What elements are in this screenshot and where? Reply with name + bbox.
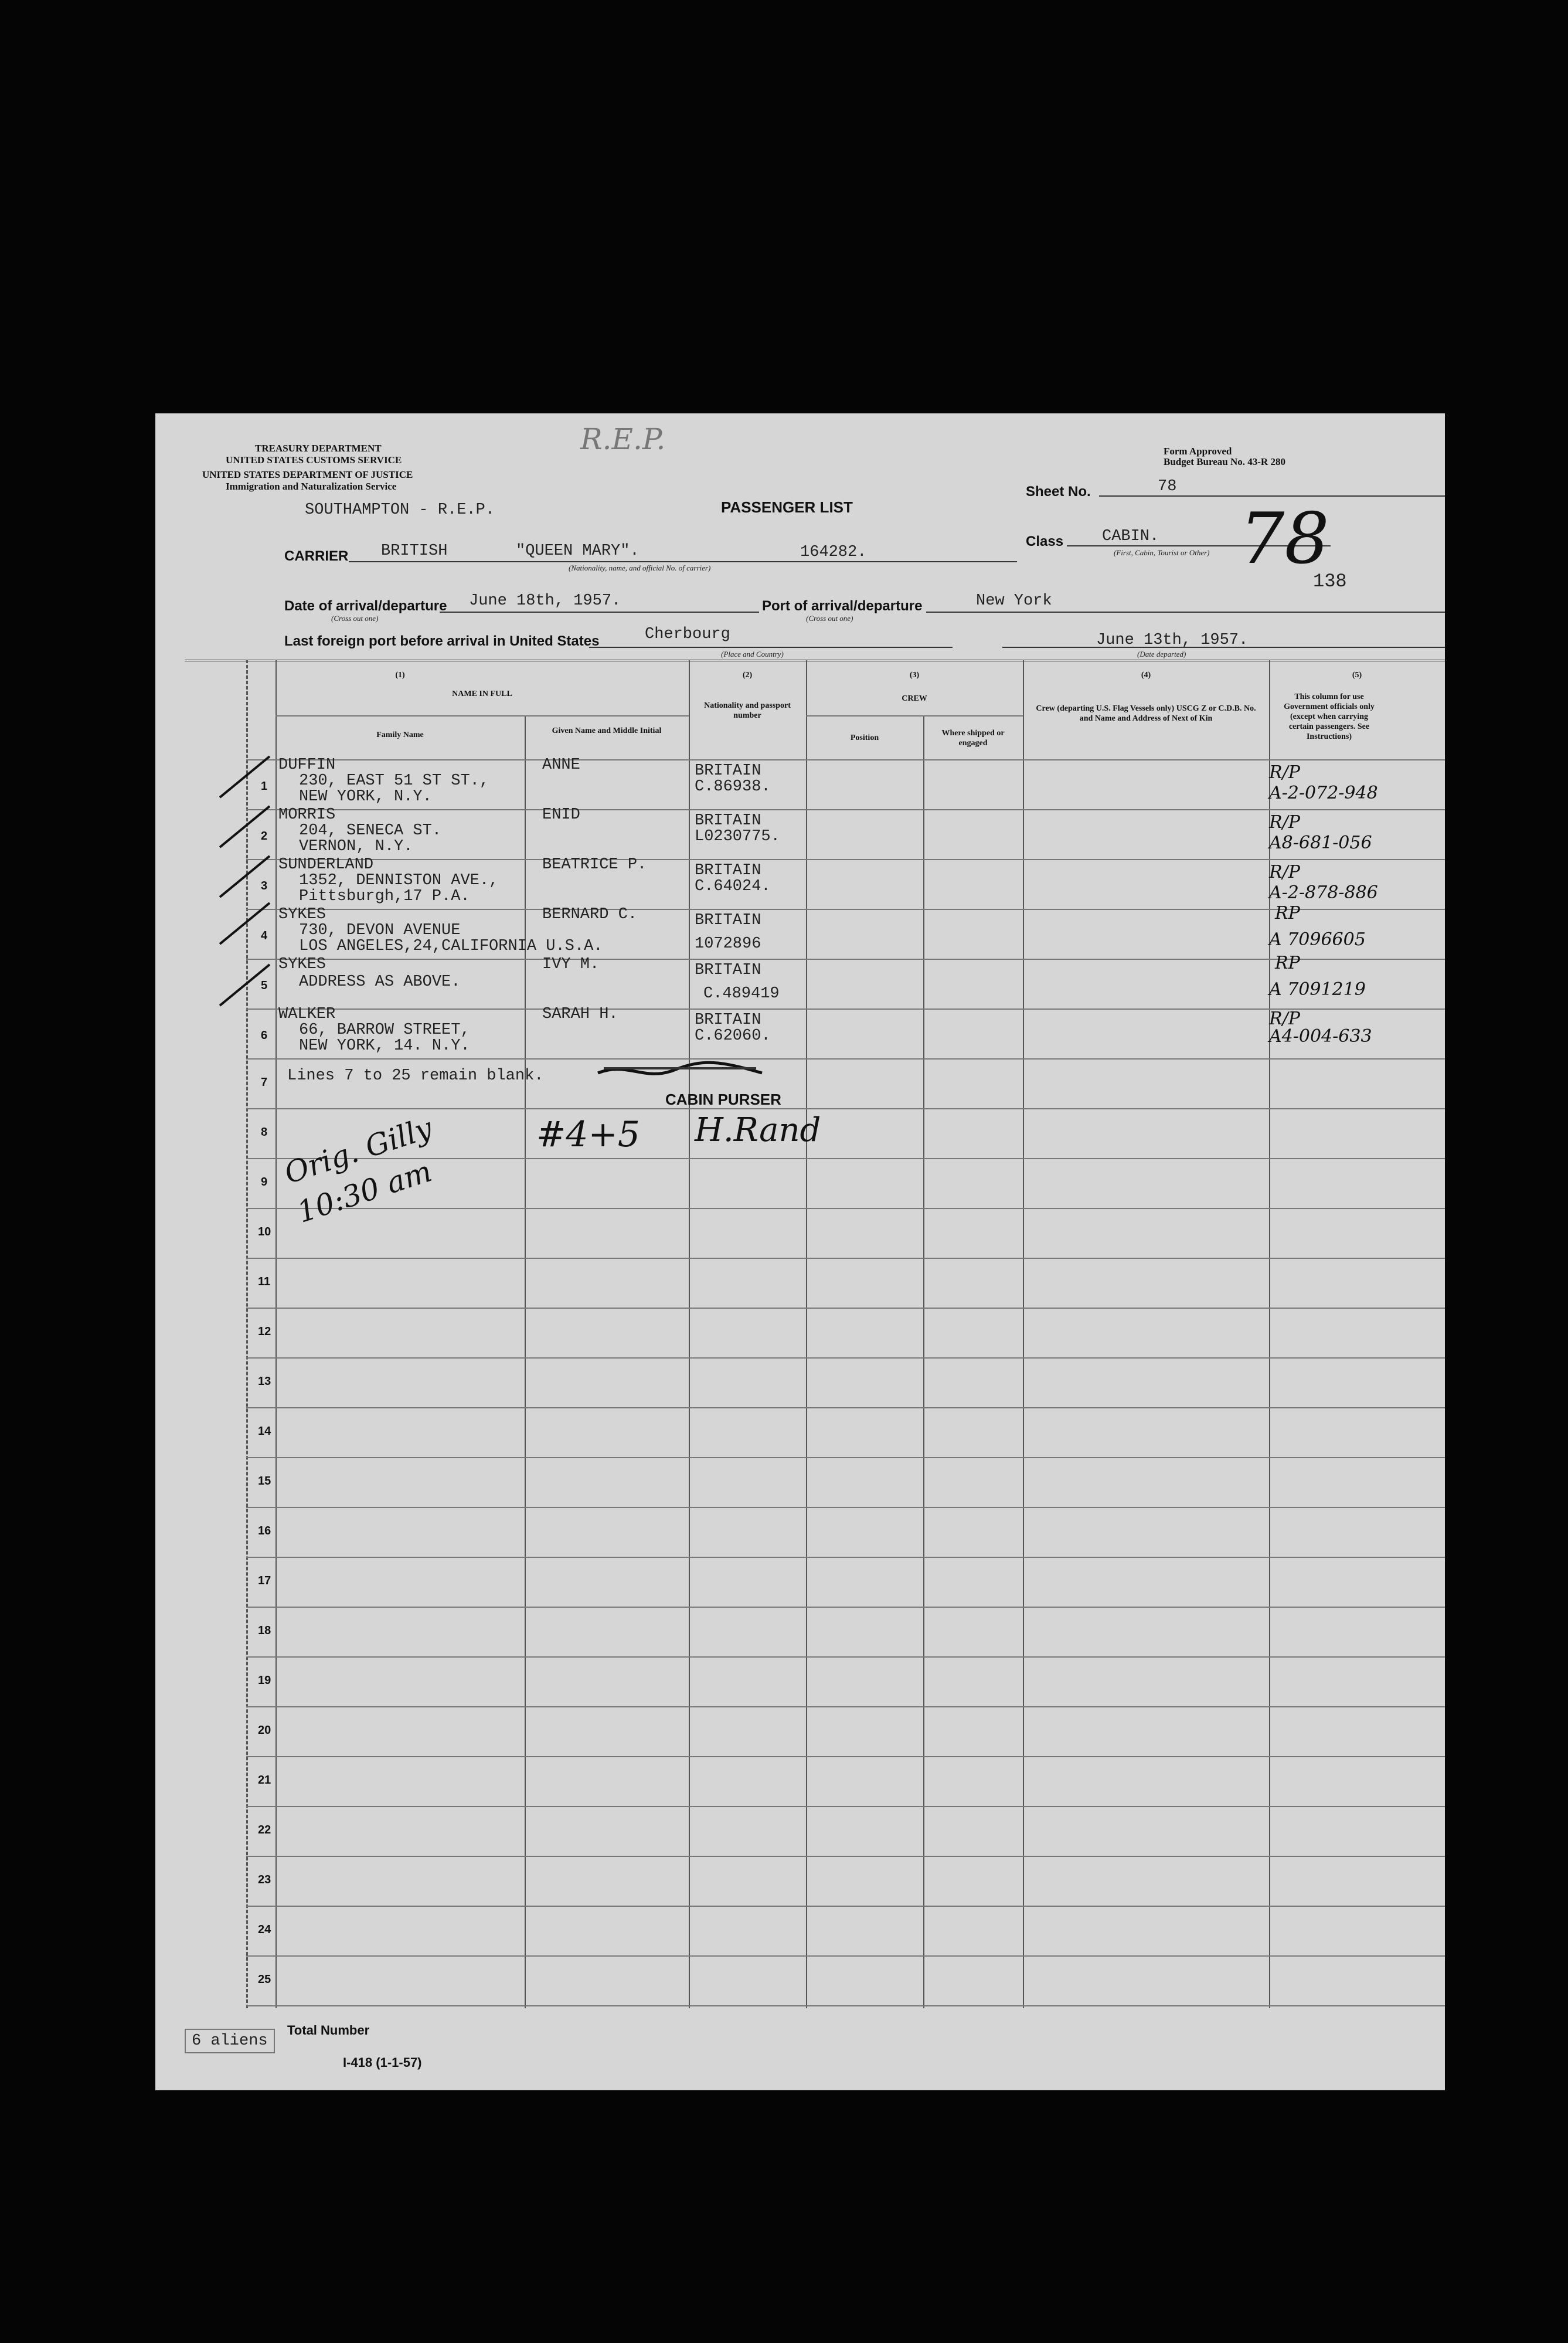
col4-num: (4) <box>1141 671 1151 680</box>
hand-note-left: Orig. Gilly 10:30 am <box>280 1111 437 1230</box>
official-note-1: R/P <box>1269 762 1300 783</box>
passport-number: C.489419 <box>703 985 780 1003</box>
last-port-label: Last foreign port before arrival in United States <box>284 633 600 649</box>
dept-customs: UNITED STATES CUSTOMS SERVICE <box>226 454 402 466</box>
port-value: New York <box>976 592 1052 610</box>
address-line2: Pittsburgh,17 P.A. <box>299 888 470 905</box>
official-note-1: R/P <box>1269 1008 1300 1029</box>
class-label: Class <box>1026 534 1064 549</box>
row-number: 8 <box>261 1126 268 1139</box>
carrier-label: CARRIER <box>284 548 349 564</box>
last-port: Cherbourg <box>645 626 730 643</box>
row-number: 14 <box>258 1425 271 1438</box>
hand-78: 78 <box>1240 498 1329 580</box>
address-line1: 204, SENECA ST. <box>299 822 442 840</box>
carrier-name: "QUEEN MARY". <box>516 542 640 560</box>
stamp-138: 138 <box>1313 571 1347 592</box>
dept-treasury: TREASURY DEPARTMENT <box>255 443 382 454</box>
port-label: Port of arrival/departure <box>762 598 923 614</box>
nationality: BRITAIN <box>695 862 761 880</box>
row-number: 18 <box>258 1624 271 1637</box>
carrier-note: (Nationality, name, and official No. of carrier) <box>569 563 711 572</box>
sheet-number: 78 <box>1158 478 1177 495</box>
page-title: PASSENGER LIST <box>721 498 853 516</box>
row-number: 25 <box>258 1973 271 1986</box>
purser-label: CABIN PURSER <box>665 1091 781 1108</box>
total-label: Total Number <box>287 2023 370 2038</box>
passport-number: C.64024. <box>695 878 771 895</box>
official-note-1: R/P <box>1269 812 1300 833</box>
row-number: 4 <box>261 929 268 942</box>
col5-title: This column for use Government officials only (except when carrying certain passengers. See Instructions) <box>1284 692 1375 741</box>
carrier-nationality: BRITISH <box>381 542 448 560</box>
col1-title: NAME IN FULL <box>452 690 512 698</box>
family-name: WALKER <box>278 1006 336 1023</box>
official-note-1: RP <box>1275 903 1300 923</box>
carrier-number: 164282. <box>800 544 867 561</box>
nationality: BRITAIN <box>695 1011 761 1029</box>
official-note-2: A 7091219 <box>1269 979 1366 1000</box>
row-number: 19 <box>258 1674 271 1687</box>
row-number: 13 <box>258 1375 271 1388</box>
col2-num: (2) <box>742 671 753 680</box>
row-number: 22 <box>258 1824 271 1836</box>
given-name: SARAH H. <box>542 1006 618 1023</box>
arrival-date: June 18th, 1957. <box>469 592 621 610</box>
col3-num: (3) <box>909 671 920 680</box>
passport-number: 1072896 <box>695 935 761 953</box>
purser-signature <box>592 1055 768 1091</box>
official-note-2: A-2-072-948 <box>1269 783 1378 803</box>
given-name: ANNE <box>542 756 580 774</box>
col1-num: (1) <box>395 671 405 680</box>
row-number: 1 <box>261 780 268 793</box>
port-note: (Cross out one) <box>806 614 853 623</box>
last-port-note: (Place and Country) <box>721 650 784 658</box>
given-name: BEATRICE P. <box>542 856 647 874</box>
row-number: 12 <box>258 1325 271 1338</box>
dept-immigration: Immigration and Naturalization Service <box>226 481 397 492</box>
row-number: 15 <box>258 1475 271 1488</box>
passport-number: L0230775. <box>695 828 780 845</box>
date-departed: June 13th, 1957. <box>1096 631 1249 649</box>
row-number: 5 <box>261 979 268 992</box>
check-marks <box>214 733 278 1038</box>
budget-bureau: Budget Bureau No. 43-R 280 <box>1164 456 1285 467</box>
official-note-2: A4-004-633 <box>1269 1026 1372 1047</box>
form-approved: Form Approved <box>1164 446 1232 457</box>
official-note-1: RP <box>1275 953 1300 973</box>
row-number: 17 <box>258 1574 271 1587</box>
address-line1: 730, DEVON AVENUE <box>299 922 461 939</box>
col3-title: CREW <box>902 694 927 703</box>
family-name: SUNDERLAND <box>278 856 374 874</box>
col-where-shipped: Where shipped or engaged <box>941 729 1005 748</box>
given-name: IVY M. <box>542 956 600 973</box>
row-number: 10 <box>258 1225 271 1238</box>
hand-rep: R.E.P. <box>580 422 666 456</box>
class-value: CABIN. <box>1102 528 1159 545</box>
row-number: 6 <box>261 1029 268 1042</box>
sheet-label: Sheet No. <box>1026 484 1091 500</box>
address-line2: NEW YORK, 14. N.Y. <box>299 1037 470 1055</box>
row-number: 3 <box>261 880 268 892</box>
class-note: (First, Cabin, Tourist or Other) <box>1114 548 1210 557</box>
date-departed-note: (Date departed) <box>1137 650 1186 658</box>
nationality: BRITAIN <box>695 912 761 929</box>
given-name: BERNARD C. <box>542 906 638 923</box>
address-line1: 66, BARROW STREET, <box>299 1021 470 1039</box>
col-given-name: Given Name and Middle Initial <box>552 726 662 735</box>
family-name: SYKES <box>278 906 326 923</box>
family-name: DUFFIN <box>278 756 336 774</box>
official-note-2: A8-681-056 <box>1269 833 1372 853</box>
address-line2: LOS ANGELES,24,CALIFORNIA U.S.A. <box>299 938 603 955</box>
row-number: 20 <box>258 1724 271 1737</box>
col2-title: Nationality and passport number <box>704 701 791 720</box>
address-line2: VERNON, N.Y. <box>299 838 413 855</box>
nationality: BRITAIN <box>695 812 761 830</box>
official-note-2: A 7096605 <box>1269 929 1366 950</box>
row-number: 9 <box>261 1176 268 1189</box>
remain-blank-note: Lines 7 to 25 remain blank. <box>287 1067 544 1085</box>
passport-number: C.86938. <box>695 778 771 796</box>
nationality: BRITAIN <box>695 762 761 780</box>
given-name: ENID <box>542 806 580 824</box>
row-number: 24 <box>258 1923 271 1936</box>
address-line1: 230, EAST 51 ST ST., <box>299 772 489 790</box>
hand-note-name: H.Rand <box>695 1111 821 1149</box>
row-number: 16 <box>258 1524 271 1537</box>
official-note-2: A-2-878-886 <box>1269 882 1378 903</box>
address-line2: NEW YORK, N.Y. <box>299 788 432 806</box>
dept-justice: UNITED STATES DEPARTMENT OF JUSTICE <box>202 469 413 480</box>
port-stamp: SOUTHAMPTON - R.E.P. <box>305 501 495 519</box>
family-name: SYKES <box>278 956 326 973</box>
col-family-name: Family Name <box>376 731 424 739</box>
total-aliens: 6 aliens <box>185 2029 275 2053</box>
passenger-list-form <box>155 413 1445 2090</box>
row-number: 2 <box>261 830 268 843</box>
row-number: 21 <box>258 1774 271 1787</box>
row-number: 7 <box>261 1076 268 1089</box>
hand-note-45: #4+5 <box>536 1114 640 1155</box>
official-note-1: R/P <box>1269 862 1300 882</box>
arrival-note: (Cross out one) <box>331 614 379 623</box>
arrival-label: Date of arrival/departure <box>284 598 447 614</box>
row-number: 23 <box>258 1873 271 1886</box>
col4-title: Crew (departing U.S. Flag Vessels only) USCG Z or C.D.B. No. and Name and Address of Next of Kin <box>1036 704 1256 723</box>
nationality: BRITAIN <box>695 962 761 979</box>
row-number: 11 <box>258 1275 271 1288</box>
passport-number: C.62060. <box>695 1027 771 1045</box>
family-name: MORRIS <box>278 806 336 824</box>
address-line1: 1352, DENNISTON AVE., <box>299 872 499 889</box>
address-line1: ADDRESS AS ABOVE. <box>299 973 461 991</box>
col-position: Position <box>850 734 879 742</box>
col5-num: (5) <box>1352 671 1362 680</box>
form-number: I-418 (1-1-57) <box>343 2055 422 2070</box>
